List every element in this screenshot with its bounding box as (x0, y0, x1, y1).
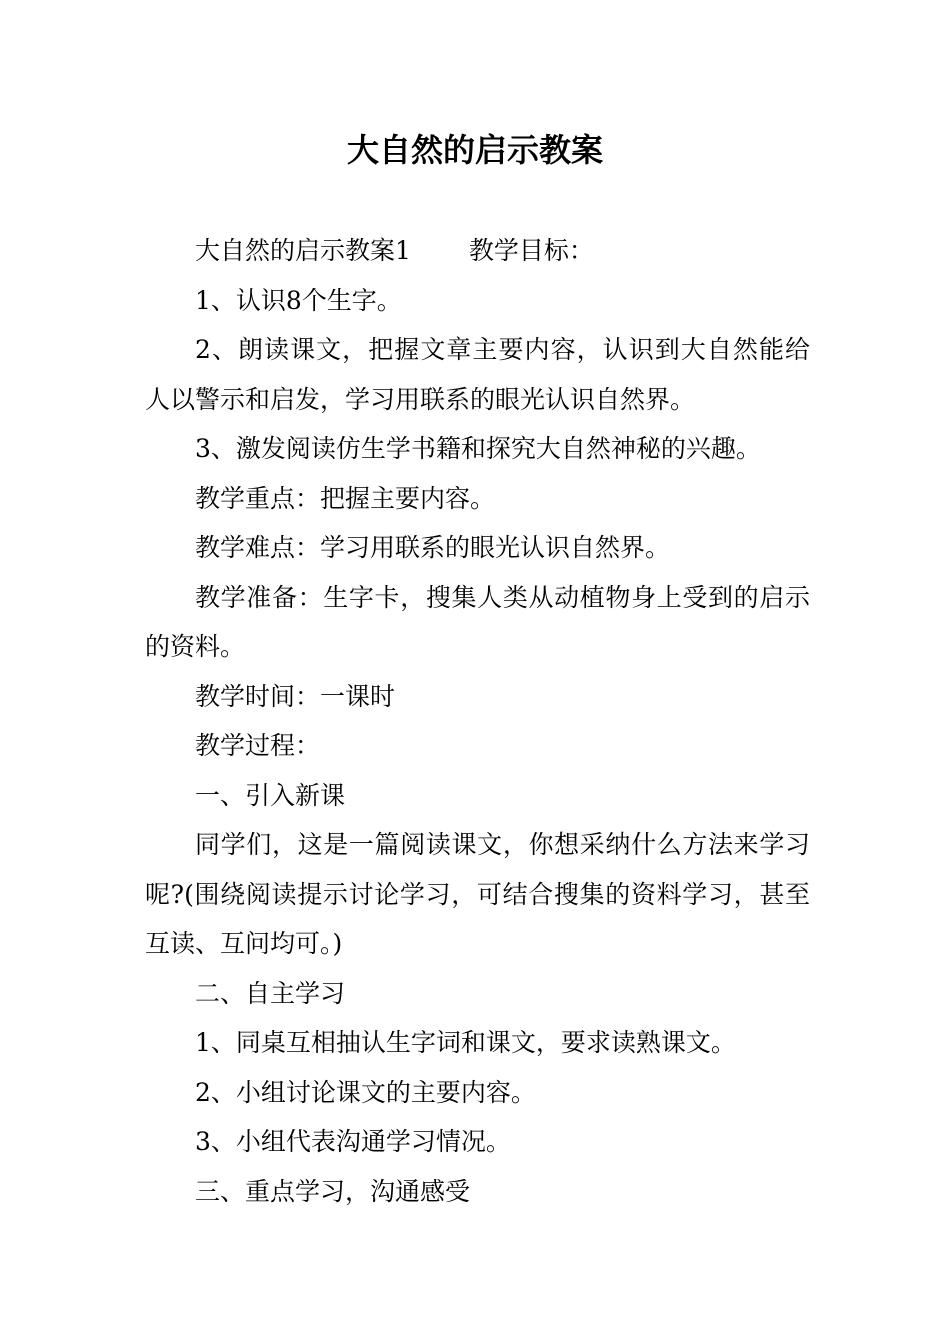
section-heading-2: 二、自主学习 (195, 978, 346, 1008)
paragraph-self-study-1: 1、同桌互相抽认生字词和课文，要求读熟课文。 (195, 1028, 736, 1057)
paragraph-preparation: 教学准备：生字卡，搜集人类从动植物身上受到的启示的资料。 (145, 582, 810, 661)
paragraph-self-study-3: 3、小组代表沟通学习情况。 (195, 1127, 511, 1156)
paragraph-key-point: 教学重点：把握主要内容。 (195, 483, 496, 513)
paragraph-goal-3: 3、激发阅读仿生学书籍和探究大自然神秘的兴趣。 (195, 434, 761, 463)
section-heading-1: 一、引入新课 (195, 780, 346, 810)
paragraph-self-study-2: 2、小组讨论课文的主要内容。 (195, 1077, 536, 1107)
document-body (145, 226, 810, 1216)
intro-paragraph (145, 226, 810, 276)
section-heading-3: 三、重点学习，沟通感受 (195, 1176, 471, 1206)
paragraph-duration: 教学时间：一课时 (195, 681, 396, 711)
intro-subheading: 教学目标： (468, 236, 594, 265)
document-title: 大自然的启示教案 (346, 131, 603, 169)
intro-heading: 大自然的启示教案1 (195, 236, 411, 265)
paragraph-goal-2: 2、朗读课文，把握文章主要内容，认识到大自然能给人以警示和启发，学习用联系的眼光认识自然界。 (145, 335, 810, 414)
paragraph-intro-text: 同学们，这是一篇阅读课文，你想采纳什么方法来学习呢?(围绕阅读提示讨论学习，可结合搜集的资料学习，甚至互读、互问均可。) (145, 830, 810, 958)
paragraph-process: 教学过程： (195, 731, 321, 760)
paragraph-goal-1: 1、认识8个生字。 (195, 285, 402, 315)
paragraph-difficulty: 教学难点：学习用联系的眼光认识自然界。 (195, 533, 671, 562)
